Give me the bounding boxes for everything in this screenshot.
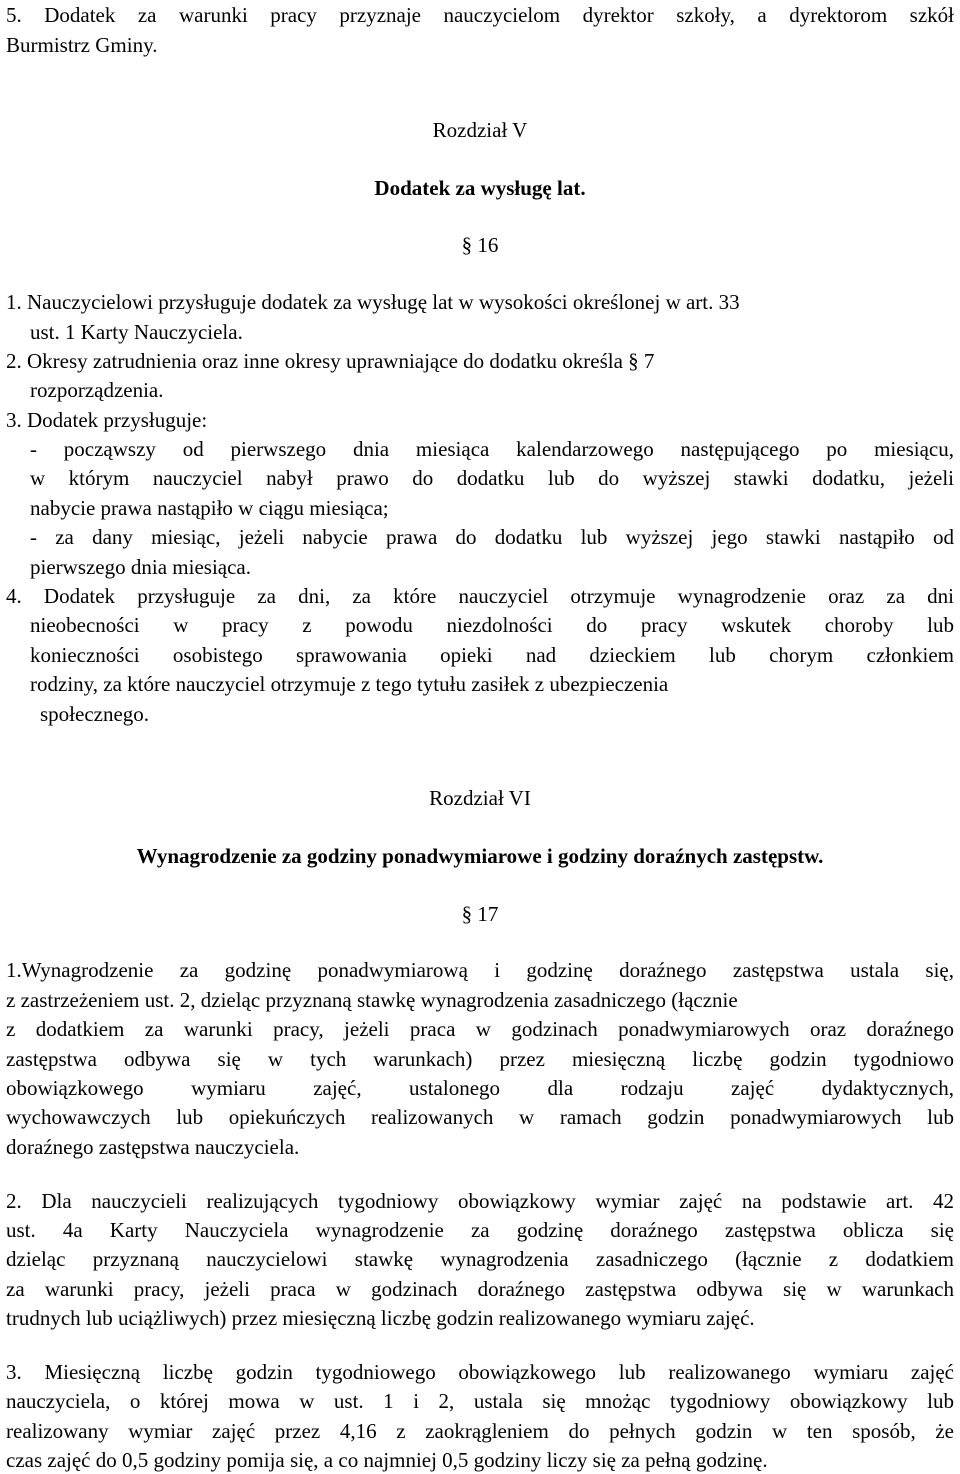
body-line: nabycie prawa nastąpiło w ciągu miesiąca;	[30, 496, 389, 520]
section-number: § 17	[461, 902, 499, 926]
body-line: - za dany miesiąc, jeżeli nabycie prawa do dodatku lub wyższej jego stawki nastąpiło od	[30, 525, 954, 549]
chapter-title: Dodatek za wysługę lat.	[374, 176, 586, 200]
chapter-heading: Rozdział VI	[429, 786, 531, 810]
body-line: 1. Nauczycielowi przysługuje dodatek za wysługę lat w wysokości określonej w art. 33	[6, 290, 740, 314]
body-line: pierwszego dnia miesiąca.	[30, 555, 251, 579]
section-number: § 16	[461, 233, 499, 257]
body-line: Burmistrz Gminy.	[6, 33, 158, 57]
body-line: ust. 4a Karty Nauczyciela wynagrodzenie za godzinę doraźnego zastępstwa oblicza się	[6, 1218, 954, 1242]
body-line: konieczności osobistego sprawowania opieki nad dzieckiem lub chorym członkiem	[30, 643, 954, 667]
body-line: 4. Dodatek przysługuje za dni, za które nauczyciel otrzymuje wynagrodzenie oraz za dni	[6, 584, 954, 608]
body-line: zastępstwa odbywa się w tych warunkach) przez miesięczną liczbę godzin tygodniowo	[6, 1047, 954, 1071]
body-line: 2. Dla nauczycieli realizujących tygodniowy obowiązkowy wymiar zajęć na podstawie art. 42	[6, 1189, 954, 1213]
body-line: ust. 1 Karty Nauczyciela.	[30, 320, 243, 344]
body-line: obowiązkowego wymiaru zajęć, ustalonego dla rodzaju zajęć dydaktycznych,	[6, 1076, 954, 1100]
body-line: czas zajęć do 0,5 godziny pomija się, a co najmniej 0,5 godziny liczy się za pełną godzinę.	[6, 1448, 768, 1472]
body-line: dzieląc przyznaną nauczycielowi stawkę wynagrodzenia zasadniczego (łącznie z dodatkiem	[6, 1247, 954, 1271]
body-line: społecznego.	[40, 702, 150, 726]
body-line: z dodatkiem za warunki pracy, jeżeli praca w godzinach ponadwymiarowych oraz doraźnego	[6, 1017, 954, 1041]
body-line: 1.Wynagrodzenie za godzinę ponadwymiarową i godzinę doraźnego zastępstwa ustala się,	[6, 958, 954, 982]
body-line: 2. Okresy zatrudnienia oraz inne okresy uprawniające do dodatku określa § 7	[6, 349, 655, 373]
body-line: rozporządzenia.	[30, 378, 164, 402]
body-line: - począwszy od pierwszego dnia miesiąca kalendarzowego następującego po miesiącu,	[30, 437, 954, 461]
chapter-title: Wynagrodzenie za godziny ponadwymiarowe i godziny doraźnych zastępstw.	[136, 844, 824, 868]
body-line: rodziny, za które nauczyciel otrzymuje z tego tytułu zasiłek z ubezpieczenia	[30, 672, 669, 696]
chapter-heading: Rozdział V	[432, 118, 528, 142]
body-line: 3. Dodatek przysługuje:	[6, 408, 208, 432]
body-line: 3. Miesięczną liczbę godzin tygodniowego obowiązkowego lub realizowanego wymiaru zajęć	[6, 1360, 954, 1384]
body-line: z zastrzeżeniem ust. 2, dzieląc przyznaną stawkę wynagrodzenia zasadniczego (łącznie	[6, 988, 738, 1012]
body-line: doraźnego zastępstwa nauczyciela.	[6, 1135, 300, 1159]
body-line: wychowawczych lub opiekuńczych realizowanych w ramach godzin ponadwymiarowych lub	[6, 1105, 954, 1129]
body-line: w którym nauczyciel nabył prawo do dodatku lub do wyższej stawki dodatku, jeżeli	[30, 466, 954, 490]
body-line: za warunki pracy, jeżeli praca w godzinach doraźnego zastępstwa odbywa się w warunkach	[6, 1277, 954, 1301]
body-line: trudnych lub uciążliwych) przez miesięczną liczbę godzin realizowanego wymiaru zajęć.	[6, 1306, 755, 1330]
body-line: 5. Dodatek za warunki pracy przyznaje nauczycielom dyrektor szkoły, a dyrektorom szkół	[6, 3, 954, 27]
body-line: nauczyciela, o której mowa w ust. 1 i 2, ustala się mnożąc tygodniowy obowiązkowy lub	[6, 1389, 954, 1413]
body-line: nieobecności w pracy z powodu niezdolności do pracy wskutek choroby lub	[30, 613, 954, 637]
body-line: realizowany wymiar zajęć przez 4,16 z zaokrągleniem do pełnych godzin w ten sposób, że	[6, 1419, 954, 1443]
